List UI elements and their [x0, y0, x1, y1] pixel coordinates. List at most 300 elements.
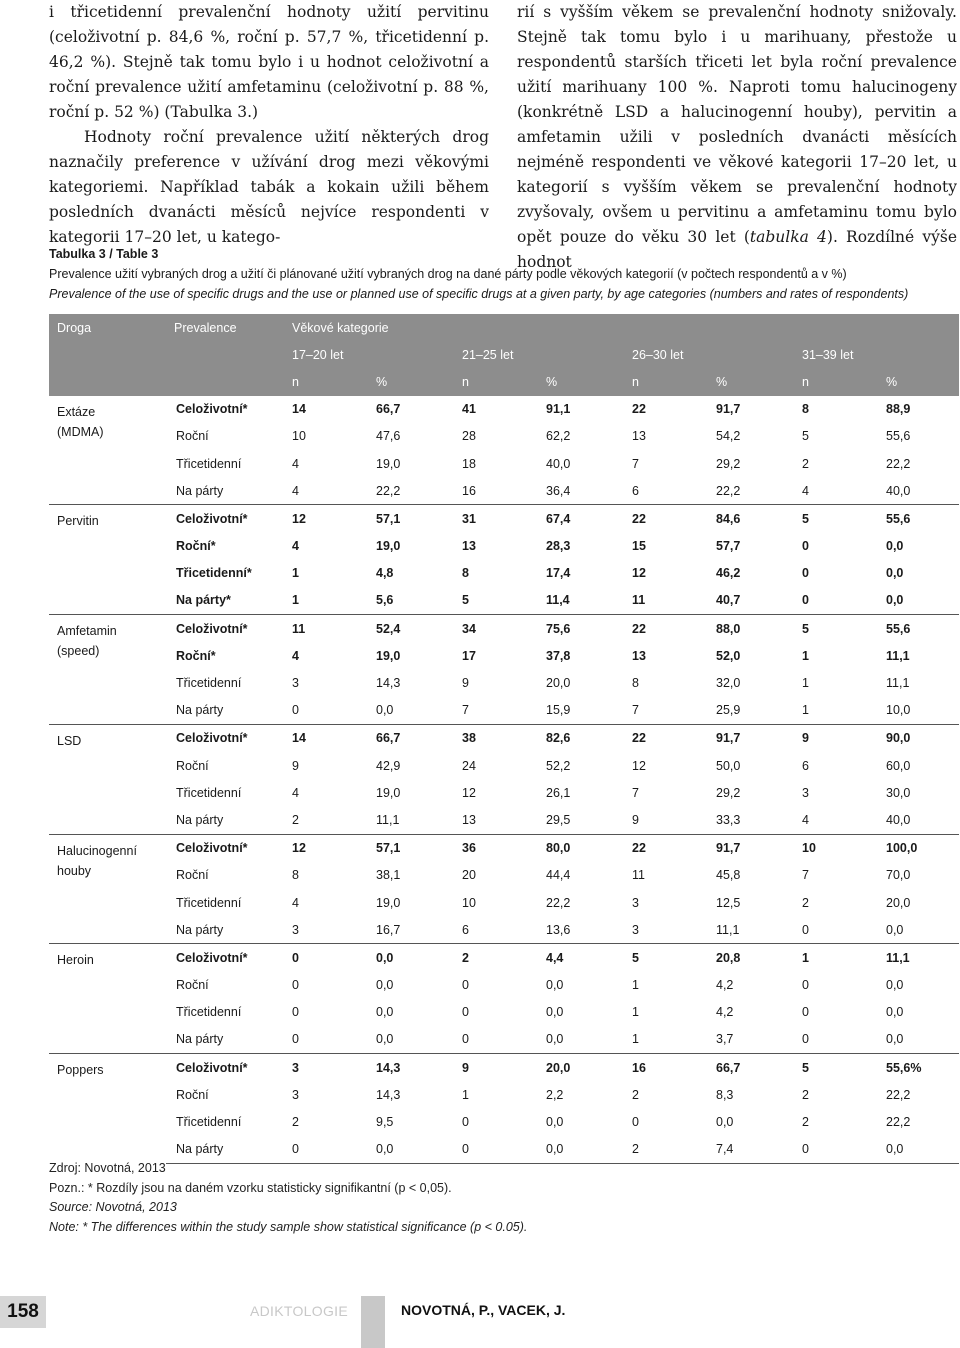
table-row: [49, 1026, 959, 1054]
table-row: [49, 779, 959, 806]
percent-cell: 91,7: [708, 724, 794, 752]
count-cell: 3: [292, 676, 299, 691]
count-cell: 17: [462, 648, 476, 663]
percent-cell: 42,9: [376, 758, 401, 773]
count-cell: 0: [802, 593, 809, 608]
count-cell: 0: [284, 944, 368, 972]
percent-cell: 57,1: [368, 834, 454, 862]
percent-cell: 8,3: [716, 1087, 734, 1102]
prevalence-type: Celoživotní*: [166, 615, 284, 643]
header-drug: Droga: [57, 320, 92, 335]
count-cell: 12: [632, 566, 646, 581]
drug-name-sub: (speed): [57, 644, 100, 659]
percent-cell: 30,0: [886, 785, 911, 800]
percent-cell: 0,0: [546, 1115, 564, 1130]
count-cell: 7: [632, 785, 639, 800]
count-cell: 1: [632, 1032, 639, 1047]
percent-cell: 55,6: [878, 615, 959, 643]
percent-cell: 14,3: [376, 1087, 401, 1102]
count-cell: 0: [802, 539, 809, 554]
count-cell: 41: [462, 402, 476, 417]
percent-cell: 40,0: [886, 812, 911, 827]
count-cell: 0: [462, 1005, 469, 1020]
count-cell: 2: [802, 1087, 809, 1102]
count-cell: 0: [462, 1115, 469, 1130]
percent-cell: 52,2: [546, 758, 571, 773]
table-row: [49, 615, 959, 643]
journal-name: ADIKTOLOGIE: [250, 1303, 348, 1319]
prevalence-type: Roční: [176, 1087, 209, 1102]
count-cell: 1: [292, 593, 299, 608]
count-cell: 4: [292, 895, 299, 910]
table-row: [49, 916, 959, 944]
header-age-group: 31–39 let: [802, 347, 854, 362]
count-cell: 0: [632, 1115, 639, 1130]
drug-name-cell: [49, 724, 166, 834]
count-cell: 5: [794, 615, 878, 643]
percent-cell: 91,7: [708, 834, 794, 862]
header-percent: %: [546, 374, 558, 389]
count-cell: 28: [462, 429, 476, 444]
percent-cell: 32,0: [716, 676, 741, 691]
note-en: Note: * The differences within the study sample show statistical significance (p < 0.05).: [49, 1219, 528, 1234]
percent-cell: 0,0: [376, 978, 394, 993]
table-row: [49, 505, 959, 533]
count-cell: 1: [802, 703, 809, 718]
percent-cell: 0,0: [538, 1136, 624, 1164]
percent-cell: 4,2: [716, 1005, 734, 1020]
header-percent: %: [716, 374, 728, 389]
percent-cell: 0,0: [376, 1005, 394, 1020]
drug-name: Poppers: [57, 1063, 104, 1078]
percent-cell: 91,7: [716, 402, 741, 417]
table-row: [49, 533, 959, 560]
count-cell: 10: [292, 429, 306, 444]
drug-name-cell: [49, 834, 166, 944]
prevalence-type: Celoživotní*: [176, 402, 248, 417]
count-cell: 0: [802, 566, 809, 581]
drug-name: Amfetamin: [57, 624, 117, 639]
percent-cell: 0,0: [376, 703, 394, 718]
count-cell: 18: [462, 456, 476, 471]
percent-cell: 16,7: [376, 922, 401, 937]
header-percent: %: [376, 374, 388, 389]
percent-cell: 0,0: [886, 566, 904, 581]
percent-cell: 60,0: [886, 758, 911, 773]
count-cell: 16: [462, 483, 476, 498]
table-caption-en: Prevalence of the use of specific drugs and the use or planned use of specific drugs at a given party, by age categories (numbers and rates of respondents): [49, 287, 909, 301]
text-column-right: [517, 0, 957, 275]
count-cell: 0: [794, 1136, 878, 1164]
header-prevalence: Prevalence: [174, 320, 237, 335]
note-cz: Pozn.: * Rozdíly jsou na daném vzorku statisticky signifikantní (p < 0,05).: [49, 1180, 452, 1195]
count-cell: 5: [802, 429, 809, 444]
authors: NOVOTNÁ, P., VACEK, J.: [401, 1302, 566, 1318]
count-cell: 8: [292, 868, 299, 883]
table-row: [49, 1108, 959, 1135]
count-cell: 22: [624, 615, 708, 643]
paragraph: Hodnoty roční prevalence užití některých drog naznačily preference v užívání drog mezi věkovými kategoriemi. Například tabák a kokain užili během posledních dvanácti měsíců nejvíce respondenti v kategorii 17–20 let, u katego-: [49, 128, 489, 246]
table-row: [49, 1081, 959, 1108]
percent-cell: 19,0: [376, 895, 401, 910]
count-cell: 8: [632, 676, 639, 691]
percent-cell: 66,7: [368, 724, 454, 752]
header-n: n: [462, 374, 469, 389]
percent-cell: 11,1: [376, 812, 400, 827]
table-row: [49, 752, 959, 779]
count-cell: 7: [462, 703, 469, 718]
percent-cell: 80,0: [538, 834, 624, 862]
prevalence-type: Na párty: [176, 1032, 224, 1047]
drug-name: Pervitin: [57, 514, 99, 529]
percent-cell: 2,2: [546, 1087, 564, 1102]
prevalence-type: Roční: [176, 429, 209, 444]
percent-cell: 11,4: [546, 593, 570, 608]
count-cell: 0: [292, 703, 299, 718]
count-cell: 12: [284, 834, 368, 862]
count-cell: 3: [292, 1087, 299, 1102]
drug-name: Heroin: [57, 953, 94, 968]
percent-cell: 67,4: [538, 505, 624, 533]
percent-cell: 40,0: [886, 483, 911, 498]
header-n: n: [632, 374, 639, 389]
count-cell: 7: [632, 456, 639, 471]
count-cell: 4: [802, 483, 809, 498]
count-cell: 0: [462, 978, 469, 993]
percent-cell: 0,0: [546, 978, 564, 993]
count-cell: 1: [802, 676, 809, 691]
percent-cell: 22,2: [886, 1115, 911, 1130]
count-cell: 8: [802, 402, 809, 417]
count-cell: 10: [794, 834, 878, 862]
count-cell: 5: [794, 1054, 878, 1082]
count-cell: 4: [292, 539, 299, 554]
count-cell: 1: [632, 978, 639, 993]
table-row: [49, 724, 959, 752]
count-cell: 14: [284, 724, 368, 752]
percent-cell: 20,0: [546, 676, 571, 691]
count-cell: 2: [632, 1087, 639, 1102]
table-row: [49, 862, 959, 889]
percent-cell: 4,2: [716, 978, 734, 993]
count-cell: 24: [462, 758, 476, 773]
percent-cell: 57,1: [368, 505, 454, 533]
percent-cell: 90,0: [878, 724, 959, 752]
count-cell: 31: [454, 505, 538, 533]
percent-cell: 11,1: [886, 676, 910, 691]
table-row: [49, 423, 959, 450]
count-cell: 4: [292, 456, 299, 471]
percent-cell: 22,2: [546, 895, 571, 910]
percent-cell: 54,2: [716, 429, 741, 444]
header-blank: [166, 368, 284, 395]
percent-cell: 44,4: [546, 868, 571, 883]
percent-cell: 0,0: [886, 922, 904, 937]
drug-name-sub: houby: [57, 863, 92, 878]
prevalence-type: Na párty: [176, 812, 224, 827]
prevalence-type: Na párty: [176, 703, 224, 718]
paragraph: [517, 0, 957, 275]
percent-cell: 11,1: [878, 944, 959, 972]
prevalence-type: Celoživotní*: [166, 1054, 284, 1082]
count-cell: 0: [284, 1136, 368, 1164]
count-cell: 2: [292, 1115, 299, 1130]
percent-cell: 14,3: [376, 676, 401, 691]
prevalence-type: Celoživotní*: [166, 944, 284, 972]
percent-cell: 5,6: [376, 593, 394, 608]
count-cell: 13: [462, 812, 476, 827]
table-row: [49, 1054, 959, 1082]
percent-cell: 40,0: [546, 456, 571, 471]
table-caption-cz: Prevalence užití vybraných drog a užití či plánované užití vybraných drog na dané párty podle věkových kategorií (v počtech respondentů a v %): [49, 267, 847, 281]
percent-cell: 19,0: [376, 785, 401, 800]
count-cell: 11: [632, 868, 645, 883]
count-cell: 5: [794, 505, 878, 533]
prevalence-type: Na párty: [176, 483, 224, 498]
header-age-group: 26–30 let: [632, 347, 684, 362]
header-row: [49, 368, 959, 395]
count-cell: 6: [632, 483, 639, 498]
count-cell: 0: [802, 1005, 809, 1020]
prevalence-type: Celoživotní*: [166, 834, 284, 862]
prevalence-type: Třicetidenní: [176, 456, 242, 471]
drug-name-sub: (MDMA): [57, 424, 104, 439]
table-body: [49, 396, 959, 1164]
percent-cell: 0,0: [716, 1115, 734, 1130]
header-n: n: [292, 374, 299, 389]
count-cell: 1: [292, 566, 299, 581]
header-percent: %: [886, 374, 898, 389]
percent-cell: 36,4: [546, 483, 571, 498]
prevalence-type: Roční: [176, 868, 209, 883]
prevalence-type: Celoživotní*: [166, 505, 284, 533]
percent-cell: 26,1: [546, 785, 571, 800]
percent-cell: 19,0: [376, 456, 401, 471]
count-cell: 2: [802, 1115, 809, 1130]
header-blank: [49, 368, 166, 395]
count-cell: 12: [284, 505, 368, 533]
count-cell: 9: [462, 676, 469, 691]
percent-cell: 45,8: [716, 868, 741, 883]
paragraph-text: ). Rozdílné výše hodnot: [517, 228, 957, 271]
count-cell: 9: [292, 758, 299, 773]
percent-cell: 29,2: [716, 456, 741, 471]
percent-cell: 55,6%: [878, 1054, 959, 1082]
count-cell: 7: [632, 703, 639, 718]
count-cell: 12: [462, 785, 476, 800]
percent-cell: 52,0: [716, 648, 741, 663]
prevalence-type: Celoživotní*: [166, 724, 284, 752]
count-cell: 9: [454, 1054, 538, 1082]
count-cell: 4: [292, 785, 299, 800]
count-cell: 0: [292, 1032, 299, 1047]
percent-cell: 0,0: [546, 1032, 564, 1047]
count-cell: 1: [632, 1005, 639, 1020]
percent-cell: 0,0: [886, 978, 904, 993]
percent-cell: 88,0: [708, 615, 794, 643]
percent-cell: 19,0: [376, 648, 401, 663]
percent-cell: 25,9: [716, 703, 741, 718]
percent-cell: 66,7: [376, 402, 401, 417]
header-row: [49, 314, 959, 341]
header-blank: [49, 341, 166, 368]
percent-cell: 37,8: [546, 648, 571, 663]
count-cell: 13: [632, 648, 646, 663]
count-cell: 1: [462, 1087, 469, 1102]
prevalence-type: Třicetidenní: [176, 676, 242, 691]
percent-cell: 47,6: [376, 429, 401, 444]
page-number: 158: [0, 1296, 46, 1328]
count-cell: 0: [802, 1032, 809, 1047]
drug-name-cell: [49, 505, 166, 615]
percent-cell: 66,7: [708, 1054, 794, 1082]
count-cell: 16: [624, 1054, 708, 1082]
drug-name-cell: [49, 615, 166, 725]
count-cell: 0: [802, 922, 809, 937]
count-cell: 4: [292, 648, 299, 663]
percent-cell: 84,6: [708, 505, 794, 533]
percent-cell: 22,2: [716, 483, 741, 498]
drug-name-cell: [49, 396, 166, 505]
percent-cell: 52,4: [368, 615, 454, 643]
prevalence-type: Třicetidenní: [176, 1005, 242, 1020]
count-cell: 0: [454, 1136, 538, 1164]
count-cell: 5: [624, 944, 708, 972]
table-title: Tabulka 3 / Table 3: [49, 247, 159, 261]
count-cell: 11: [632, 593, 646, 608]
drug-name: Extáze: [57, 404, 96, 419]
count-cell: 22: [632, 402, 646, 417]
percent-cell: 33,3: [716, 812, 741, 827]
prevalence-type: Roční: [176, 978, 209, 993]
count-cell: 9: [632, 812, 639, 827]
prevalence-type: Třicetidenní: [176, 895, 242, 910]
percent-cell: 15,9: [546, 703, 571, 718]
count-cell: 3: [292, 922, 299, 937]
percent-cell: 19,0: [376, 539, 401, 554]
source-cz: Zdroj: Novotná, 2013: [49, 1161, 166, 1175]
count-cell: 4: [802, 812, 809, 827]
percent-cell: 55,6: [878, 505, 959, 533]
paragraph: i třicetidenní prevalenční hodnoty užití pervitinu (celoživotní p. 84,6 %, roční p. 57,7 %, třicetidenní p. 46,2 %). Stejně tak tomu bylo i u hodnot celoživotní a roční prevalence užití amfetaminu (celoživotní p. 88 %, roční p. 52 %) (Tabulka 3.): [49, 3, 489, 121]
percent-cell: 0,0: [886, 593, 904, 608]
drug-name-cell: [49, 944, 166, 1054]
table-row: [49, 889, 959, 916]
percent-cell: 13,6: [546, 922, 571, 937]
prevalence-type: Na párty: [176, 922, 224, 937]
prevalence-table: [49, 314, 959, 1164]
count-cell: 22: [624, 834, 708, 862]
count-cell: 14: [292, 402, 306, 417]
header-age-categories: Věkové kategorie: [292, 320, 389, 335]
prevalence-type: Roční*: [176, 539, 216, 554]
percent-cell: 29,5: [546, 812, 571, 827]
percent-cell: 0,0: [368, 944, 454, 972]
percent-cell: 50,0: [716, 758, 741, 773]
percent-cell: 4,8: [376, 566, 394, 581]
count-cell: 5: [462, 593, 469, 608]
count-cell: 22: [624, 505, 708, 533]
table-row: [49, 972, 959, 999]
percent-cell: 4,4: [538, 944, 624, 972]
percent-cell: 22,2: [886, 456, 911, 471]
percent-cell: 22,2: [886, 1087, 911, 1102]
percent-cell: 0,0: [886, 1032, 904, 1047]
prevalence-type: Třicetidenní*: [176, 566, 252, 581]
percent-cell: 0,0: [886, 539, 904, 554]
header-age-group: 21–25 let: [462, 347, 514, 362]
count-cell: 0: [292, 978, 299, 993]
count-cell: 3: [802, 785, 809, 800]
percent-cell: 28,3: [546, 539, 571, 554]
count-cell: 2: [454, 944, 538, 972]
count-cell: 13: [632, 429, 646, 444]
percent-cell: 20,0: [886, 895, 911, 910]
prevalence-type: Na párty*: [176, 593, 231, 608]
count-cell: 15: [632, 539, 646, 554]
table-row: [49, 450, 959, 477]
count-cell: 20: [462, 868, 476, 883]
drug-name-cell: [49, 1054, 166, 1164]
prevalence-type: Na párty: [166, 1136, 284, 1164]
count-cell: 0: [462, 1032, 469, 1047]
count-cell: 38: [454, 724, 538, 752]
percent-cell: 29,2: [716, 785, 741, 800]
percent-cell: 7,4: [708, 1136, 794, 1164]
percent-cell: 88,9: [886, 402, 911, 417]
table-row: [49, 587, 959, 615]
percent-cell: 12,5: [716, 895, 741, 910]
table-row: [49, 477, 959, 505]
header-age-group: 17–20 let: [292, 347, 344, 362]
footer-divider: [361, 1296, 385, 1348]
table-row: [49, 642, 959, 669]
percent-cell: 10,0: [886, 703, 911, 718]
percent-cell: 20,0: [538, 1054, 624, 1082]
count-cell: 6: [462, 922, 469, 937]
count-cell: 34: [454, 615, 538, 643]
paragraph-text: rií s vyšším věkem se prevalenční hodnoty snižovaly. Stejně tak tomu bylo i u marihuany, přestože u respondentů starších třiceti let byla roční prevalence užití marihuany 100 %. Naproti tomu halucinogeny (konkrétně LSD a halucinogenní houby), pervitin a amfetamin užili v posledních dvanácti měsících nejméně respondenti ve věkové kategorii 17–20 let, u kategorií s vyšším věkem se prevalenční hodnoty zvyšovaly, ovšem u pervitinu a amfetaminu tomu bylo opět pouze do věku 30 let (: [517, 3, 957, 246]
prevalence-type: Třicetidenní: [176, 1115, 242, 1130]
percent-cell: 20,8: [708, 944, 794, 972]
table-notes: [49, 1159, 959, 1237]
count-cell: 10: [462, 895, 476, 910]
drug-name: Halucinogenní: [57, 843, 137, 858]
percent-cell: 46,2: [716, 566, 741, 581]
count-cell: 1: [794, 944, 878, 972]
table-row: [49, 560, 959, 587]
prevalence-type: Třicetidenní: [176, 785, 242, 800]
count-cell: 3: [632, 922, 639, 937]
percent-cell: 0,0: [376, 1032, 394, 1047]
count-cell: 3: [284, 1054, 368, 1082]
count-cell: 4: [292, 483, 299, 498]
percent-cell: 0,0: [546, 1005, 564, 1020]
table-row: [49, 944, 959, 972]
count-cell: 6: [802, 758, 809, 773]
table-reference: tabulka 4: [749, 228, 827, 246]
count-cell: 12: [632, 758, 646, 773]
text-column-left: [49, 0, 489, 250]
table-row: [49, 999, 959, 1026]
count-cell: 11: [284, 615, 368, 643]
percent-cell: 75,6: [538, 615, 624, 643]
percent-cell: 0,0: [878, 1136, 959, 1164]
percent-cell: 55,6: [886, 429, 911, 444]
count-cell: 3: [632, 895, 639, 910]
table-row: [49, 697, 959, 725]
table-row: [49, 834, 959, 862]
